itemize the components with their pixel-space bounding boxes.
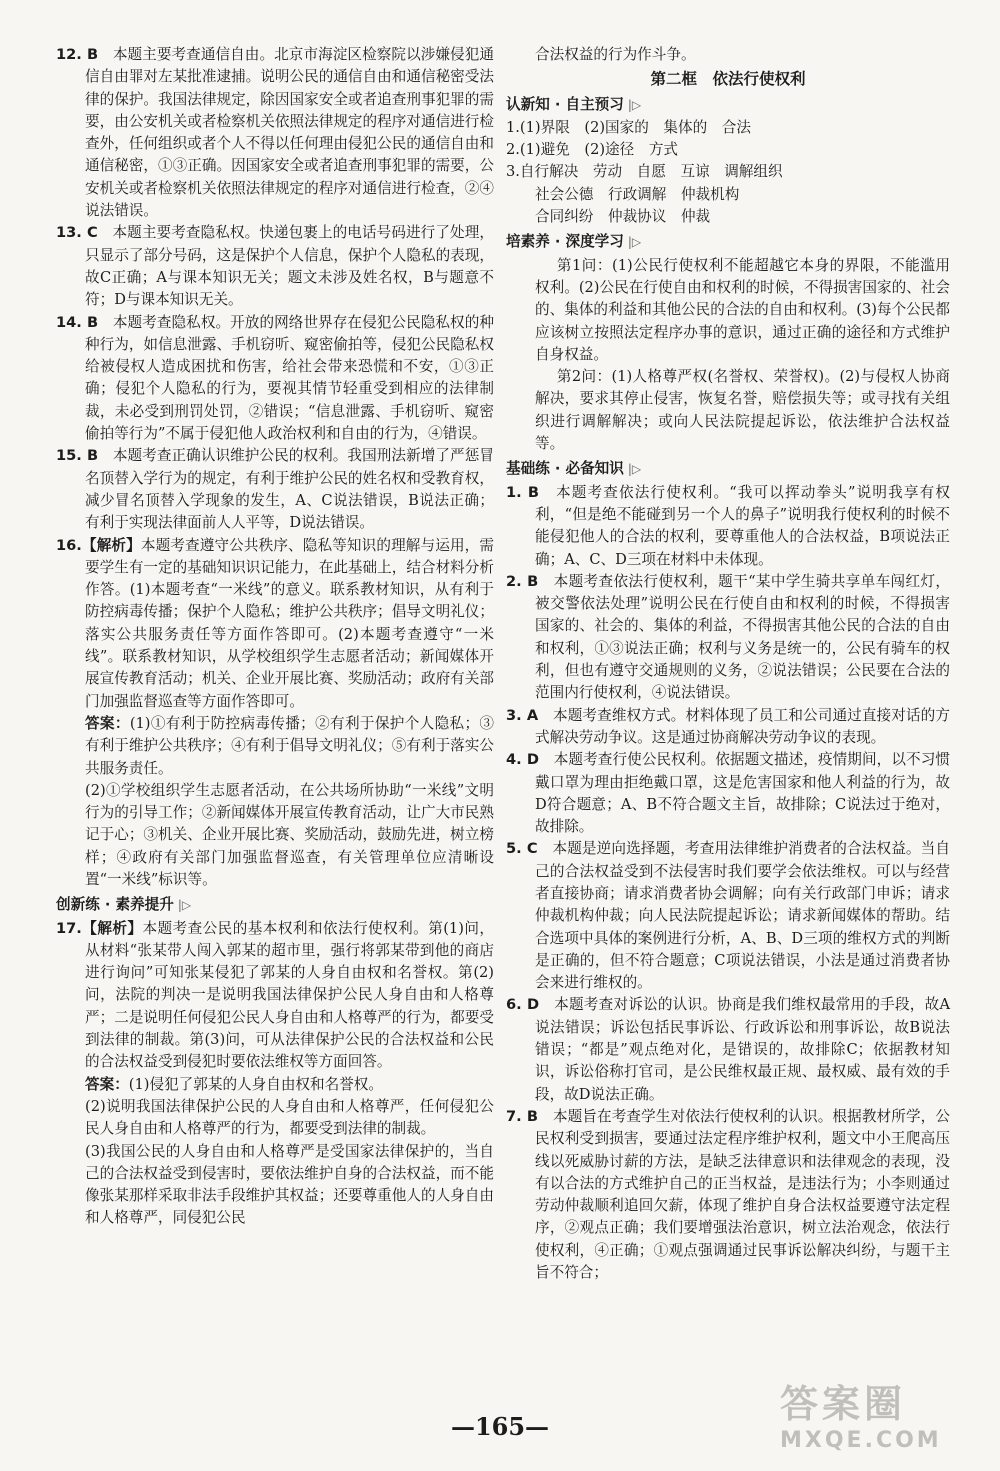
section-header-preview: 认新知 · 自主预习 |▷ [506,94,950,116]
watermark-logo: 答案圈 MXQE.COM [780,1382,942,1453]
answer-key: 1. B [506,483,540,501]
page-number: —165— [450,1412,550,1441]
answer-17-part2: (2)说明我国法律保护公民的人身自由和人格尊严，任何侵犯公民人身自由和人格尊严的行为，都要受到法律的制裁。 [85,1097,494,1138]
explanation-text: 本题考查依法行使权利。“我可以挥动拳头”说明我享有权利，“但是绝不能碰到另一个人的鼻子”说明我行使权利的时候不能侵犯他人的合法的权利，要尊重他人的合法权益，B项说法正确；A、C、D三项在材料中未体现。 [535,483,950,568]
preview-line: 2.(1)避免 (2)途径 方式 [506,141,679,159]
explanation-text: 本题考查依法行使权利，题干“某中学生骑共享单车闯红灯，被交警依法处理”说明公民在行使自由和权利的时候，不得损害国家的、社会的、集体的利益，不得损害其他公民的合法的自由和权利，①③说法正确；权利与义务是统一的，公民有骑车的权利，但也有遵守交通规则的义务，②说法错误；公民要在合法的范围内行使权利，④说法错误。 [535,572,950,702]
answer-key: 12. B [56,46,99,63]
answer-item-r1 [506,482,950,571]
answer-label: 答案： [85,714,130,732]
question-number: 17. [56,919,82,937]
answer-item-15 [56,445,494,534]
analysis-text: 本题考查遵守公共秩序、隐私等知识的理解与运用，需要学生有一定的基础知识识记能力，在此基础上，结合材料分析作答。(1)本题考查“一米线”的意义。联系教材知识，从有利于防控病毒传播；保护个人隐私；维护公共秩序；倡导文明礼仪；落实公共服务责任等方面作答即可。(2)本题考查遵守“一米线”。联系教材知识，从学校组织学生志愿者活动；新闻媒体开展宣传教育活动；机关、企业开展比赛、奖励活动；政府有关部门加强监督巡查等方面作答即可。 [85,536,494,710]
section-header-deep: 培素养 · 深度学习 |▷ [506,231,950,253]
explanation-text: 本题考查正确认识维护公民的权利。我国刑法新增了严惩冒名顶替入学行为的规定，有利于维护公民的姓名权和受教育权，减少冒名顶替入学现象的发生，A、C说法错误，B说法正确；有利于实现法律面前人人平等，D说法错误。 [85,447,494,532]
answer-label: 答案： [85,1075,129,1093]
answer-item-12 [56,44,494,222]
answer-key: 4. D [506,751,539,769]
analysis-tag: 【解析】 [81,536,141,554]
answer-item-r5 [506,838,950,994]
explanation-text: 本题主要考查隐私权。快递包裹上的电话号码进行了处理，只显示了部分号码，这是保护个人信息，保护个人隐私的表现，故C正确；A与课本知识无关；题文未涉及姓名权，B与题意不符；D与课本知识无关。 [85,224,494,309]
preview-line: 社会公德 行政调解 仲裁机构 [535,185,740,203]
answer-16-part2: (2)①学校组织学生志愿者活动，在公共场所协助“一米线”文明行为的引导工作；②新闻媒体开展宣传教育活动，让广大市民熟记于心；③机关、企业开展比赛、奖励活动，鼓励先进，树立榜样；④政府有关部门加强监督巡查，有关管理单位应清晰设置“一米线”标识等。 [85,781,494,888]
question-number: 16. [56,536,82,554]
section-arrow-icon: |▷ [627,97,642,112]
section-header-innovate: 创新练 · 素养提升 |▷ [56,894,494,916]
continued-line: 合法权益的行为作斗争。 [535,46,696,63]
analysis-tag: 【解析】 [81,919,143,937]
answer-item-r3 [506,705,950,750]
preview-line: 合同纠纷 仲裁协议 仲裁 [535,208,711,226]
answer-key: 2. B [506,572,539,590]
explanation-text: 本题主要考查通信自由。北京市海淀区检察院以涉嫌侵犯通信自由罪对左某批准逮捕。说明公民的通信自由和通信秘密受法律的保护。我国法律规定，除因国家安全或者追查刑事犯罪的需要，由公安机关或者检察机关依照法律规定的程序对通信进行检查外，任何组织或者个人不得以任何理由侵犯公民的通信自由和通信秘密，①③正确。因国家安全或者追查刑事犯罪的需要，公安机关或者检察机关依照法律规定的程序对通信进行检查，②④说法错误。 [85,46,494,220]
answer-key: 7. B [506,1107,539,1125]
right-column [506,44,950,1284]
answer-key: 6. D [506,996,540,1014]
deep-answer-2: 第2问：(1)人格尊严权(名誉权、荣誉权)。(2)与侵权人协商解决，要求其停止侵害，恢复名誉，赔偿损失等；或寻找有关组织进行调解解决；或向人民法院提起诉讼，依法维护合法权益等。 [535,368,950,453]
explanation-text: 本题考查对诉讼的认识。协商是我们维权最常用的手段，故A说法错误；诉讼包括民事诉讼、行政诉讼和刑事诉讼，故B说法错误；“都是”观点绝对化，是错误的，故排除C；依据教材知识，诉讼俗称打官司，是公民维权最正规、最权威、最有效的手段，故D说法正确。 [535,996,950,1103]
deep-answer-1: 第1问：(1)公民行使权利不能超越它本身的界限，不能滥用权利。(2)公民在行使自由和权利的时候，不得损害国家的、社会的、集体的利益和其他公民的合法的自由和权利。(3)每个公民都应该树立按照法定程序办事的意识，通过正确的途径和方式维护自身权益。 [535,256,950,363]
preview-line: 1.(1)界限 (2)国家的 集体的 合法 [506,118,751,136]
answer-item-13 [56,222,494,311]
section-arrow-icon: |▷ [177,898,192,913]
section-arrow-icon: |▷ [627,462,642,477]
explanation-text: 本题考查行使公民权利。依据题文描述，疫情期间，以不习惯戴口罩为理由拒绝戴口罩，这是危害国家和他人利益的行为，故D符合题意；A、B不符合题文主旨，故排除；C说法过于绝对，故排除。 [535,751,950,836]
lesson-title: 第二框 依法行使权利 [650,70,806,89]
answer-key: 5. C [506,840,538,858]
explanation-text: 本题旨在考查学生对依法行使权利的认识。根据教材所学，公民权利受到损害，要通过法定程序维护权利，题文中小王爬高压线以死威胁讨薪的方法，是缺乏法律意识和法律观念的表现，没有以合法的方式维护自己的正当权益，是违法行为；小李则通过劳动仲裁顺利追回欠薪，体现了维护自身合法权益要遵守法定程序，②观点正确；我们要增强法治意识，树立法治观念，依法行使权利，④正确；①观点强调通过民事诉讼解决纠纷，与题干主旨不符合； [535,1107,950,1282]
answer-item-16 [56,535,494,713]
answer-key: 15. B [56,447,99,465]
explanation-text: 本题是逆向选择题，考查用法律维护消费者的合法权益。当自己的合法权益受到不法侵害时我们要学会依法维权。可以与经营者直接协商；请求消费者协会调解；向有关行政部门申诉；请求仲裁机构仲裁；向人民法院提起诉讼；请求新闻媒体的帮助。结合选项中具体的案例进行分析，A、B、D三项的维权方式的判断是正确的，但不符合题意；C项说法错误，小法是通过消费者协会来进行维权的。 [535,840,950,992]
answer-16-part1: 答案：(1)①有利于防控病毒传播；②有利于保护个人隐私；③有利于维护公共秩序；④有利于倡导文明礼仪；⑤有利于落实公共服务责任。 [85,714,494,777]
answer-key: 3. A [506,706,539,724]
answer-item-r7 [506,1106,950,1284]
answer-key: 14. B [56,313,99,331]
preview-line: 3.自行解决 劳动 自愿 互谅 调解组织 [506,163,783,181]
answer-key: 13. C [56,224,98,242]
answer-item-r4 [506,749,950,838]
answer-17-part1: 答案：(1)侵犯了郭某的人身自由权和名誉权。 [85,1075,383,1093]
answer-item-r2 [506,571,950,705]
explanation-text: 本题考查维权方式。材料体现了员工和公司通过直接对话的方式解决劳动争议。这是通过协商解决劳动争议的表现。 [535,706,950,746]
answer-item-r6 [506,994,950,1105]
answer-17-part3: (3)我国公民的人身自由和人格尊严是受国家法律保护的，当自己的合法权益受到侵害时，要依法维护自身的合法权益，而不能像张某那样采取非法手段维护其权益；还要尊重他人的人身自由和人格尊严，同侵犯公民 [85,1142,494,1227]
section-arrow-icon: |▷ [627,235,642,250]
answer-item-17 [56,918,494,1074]
left-column [56,44,494,1230]
analysis-text: 本题考查公民的基本权利和依法行使权利。第(1)问，从材料“张某带人闯入郭某的超市里，强行将郭某带到他的商店进行询问”可知张某侵犯了郭某的人身自由权和名誉权。第(2)问，法院的判决一是说明我国法律保护公民人身自由和人格尊严；二是说明任何侵犯公民人身自由和人格尊严的行为，都要受到法律的制裁。第(3)问，可从法律保护公民的合法权益和公民的合法权益受到侵犯时要依法维权等方面回答。 [85,919,494,1071]
section-header-basic: 基础练 · 必备知识 |▷ [506,458,950,480]
explanation-text: 本题考查隐私权。开放的网络世界存在侵犯公民隐私权的种种行为，如信息泄露、手机窃听、窥密偷拍等，侵犯公民隐私权给被侵权人造成困扰和伤害，给社会带来恐慌和不安，①③正确；侵犯个人隐私的行为，要视其情节轻重受到相应的法律制裁，未必受到刑罚处罚，②错误；“信息泄露、手机窃听、窥密偷拍等行为”不属于侵犯他人政治权利和自由的行为，④错误。 [85,313,494,443]
answer-item-14 [56,312,494,446]
